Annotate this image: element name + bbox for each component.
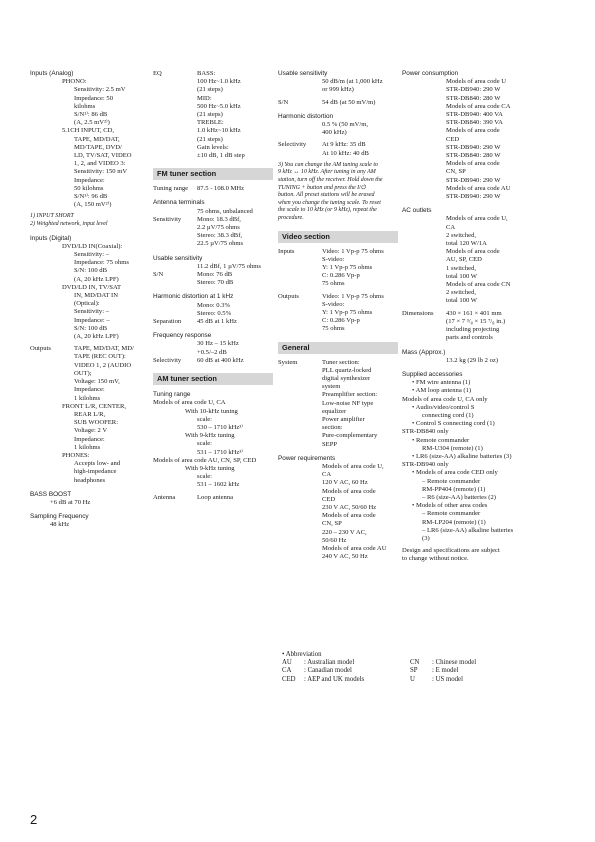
spec-value: Video: 1 Vp-p 75 ohms bbox=[322, 292, 384, 300]
abbreviation-item bbox=[410, 667, 580, 675]
spec-column-3 bbox=[278, 70, 398, 561]
spec-line: – LR6 (size-AA) alkaline batteries bbox=[422, 526, 514, 534]
spec-label: Selectivity bbox=[153, 356, 182, 364]
spec-line: Mono: 0.3% bbox=[197, 301, 230, 309]
spec-heading: Harmonic distortion bbox=[278, 112, 334, 120]
spec-line: 2 switched, bbox=[446, 231, 477, 239]
spec-label: Antenna bbox=[153, 493, 176, 501]
abbreviation-code: U bbox=[410, 675, 415, 683]
spec-line: Voltage: 150 mV, bbox=[74, 378, 120, 386]
spec-label: S/N bbox=[278, 98, 289, 106]
spec-line: With 9-kHz tuning bbox=[185, 464, 235, 472]
spec-label: Sensitivity bbox=[153, 215, 182, 223]
spec-line: Models of area code bbox=[322, 512, 376, 520]
spec-line: Low-noise NF type bbox=[322, 399, 374, 407]
spec-line: (A, 2.5 mV²⁾) bbox=[74, 119, 110, 127]
abbreviation-item bbox=[282, 667, 410, 675]
spec-line: STR-DB940: 290 W bbox=[446, 143, 501, 151]
spec-line: IN, MD/DAT IN bbox=[74, 292, 119, 300]
spec-line: STR-DB940: 290 W bbox=[446, 86, 501, 94]
spec-line: parts and controls bbox=[446, 334, 493, 342]
spec-line: CED bbox=[322, 495, 336, 503]
spec-line: 120 V AC, 60 Hz bbox=[322, 479, 368, 487]
spec-line: Sensitivity: 150 mV bbox=[74, 168, 128, 176]
spec-label: Outputs bbox=[278, 292, 299, 300]
spec-heading: AC outlets bbox=[402, 207, 432, 215]
spec-heading: Sampling Frequency bbox=[30, 513, 89, 521]
spec-line: total 100 W bbox=[446, 272, 478, 280]
spec-line: including projecting bbox=[446, 326, 500, 334]
spec-line: Pure-complementary bbox=[322, 432, 378, 440]
spec-line: 48 kHz bbox=[50, 521, 70, 529]
spec-line: CED bbox=[446, 135, 460, 143]
spec-line: Models of area code U, CA only bbox=[402, 395, 488, 403]
spec-column-1 bbox=[30, 70, 146, 530]
spec-line: STR-DB940: 290 W bbox=[446, 193, 501, 201]
spec-line: Stereo: 0.5% bbox=[197, 309, 232, 317]
spec-line: 2 switched, bbox=[446, 289, 477, 297]
spec-line: • FM wire antenna (1) bbox=[412, 379, 471, 387]
footnote-line: the scale to 10 kHz (or 9 kHz), repeat the bbox=[278, 207, 377, 214]
spec-line: (A, 20 kHz LPF) bbox=[74, 275, 119, 283]
page-number: 2 bbox=[30, 812, 38, 827]
spec-label: Separation bbox=[153, 318, 182, 326]
abbreviation-code: AU bbox=[282, 659, 292, 667]
spec-line: Models of area code U, bbox=[322, 463, 384, 471]
spec-line: 1.0 kHz~10 kHz bbox=[197, 127, 241, 135]
section-header: General bbox=[278, 342, 398, 354]
abbreviation-item bbox=[282, 676, 410, 684]
spec-line: kilohms bbox=[74, 102, 96, 110]
spec-heading: BASS BOOST bbox=[30, 490, 72, 498]
spec-line: Models of area code bbox=[446, 160, 500, 168]
spec-line: (17 × 7 ³/₈ × 15 ⁷/₈ in.) bbox=[446, 317, 506, 325]
abbreviation-desc: : Canadian model bbox=[304, 667, 352, 675]
spec-line: Models of area code AU bbox=[322, 545, 387, 553]
abbreviation-desc: : Australian model bbox=[304, 659, 355, 667]
spec-line: RM-U304 (remote) (1) bbox=[422, 444, 483, 452]
spec-line: scale: bbox=[197, 440, 213, 448]
spec-row bbox=[153, 494, 273, 502]
spec-row bbox=[278, 141, 398, 149]
spec-line: 531 – 1602 kHz bbox=[197, 481, 240, 489]
spec-line: Design and specifications are subject bbox=[402, 547, 500, 555]
abbreviation-list-right bbox=[410, 659, 580, 684]
spec-line: • Control S connecting cord (1) bbox=[412, 420, 495, 428]
spec-line: – Remote commander bbox=[422, 510, 481, 518]
spec-line: Stereo: 38.3 dBf, bbox=[197, 232, 243, 240]
footnote-line: procedure. bbox=[278, 214, 304, 221]
spec-line: Models of area code bbox=[322, 487, 376, 495]
spec-line: 13.2 kg (29 lb 2 oz) bbox=[446, 356, 499, 364]
spec-line: 530 – 1710 kHz³⁾ bbox=[197, 423, 243, 431]
abbreviation-item bbox=[282, 659, 410, 667]
abbreviation-title: • Abbreviation bbox=[282, 651, 322, 658]
spec-row bbox=[153, 70, 273, 78]
spec-line: scale: bbox=[197, 473, 213, 481]
spec-line: digital synthesizer bbox=[322, 375, 371, 383]
spec-line: CA bbox=[322, 471, 332, 479]
spec-line: Accepts low- and bbox=[74, 460, 121, 468]
spec-row bbox=[153, 185, 273, 193]
spec-line: high-impedance bbox=[74, 468, 117, 476]
spec-line: STR-DB840: 280 W bbox=[446, 152, 501, 160]
abbreviation-code: CN bbox=[410, 659, 420, 667]
spec-value: Tuner section: bbox=[322, 358, 360, 366]
spec-line: total 100 W bbox=[446, 297, 478, 305]
abbreviation-desc: : US model bbox=[432, 675, 463, 683]
spec-line: Sensitivity: 2.5 mV bbox=[74, 86, 126, 94]
spec-heading: Usable sensitivity bbox=[153, 254, 203, 262]
section-header: FM tuner section bbox=[153, 168, 273, 180]
abbreviation-code: SP bbox=[410, 667, 418, 675]
spec-line: 1 kilohms bbox=[74, 443, 101, 451]
spec-line: STR-DB840 only bbox=[402, 428, 449, 436]
spec-line: Impedance: bbox=[74, 386, 105, 394]
spec-line: 531 – 1710 kHz³⁾ bbox=[197, 448, 243, 456]
spec-line: Voltage: 2 V bbox=[74, 427, 108, 435]
spec-line: With 9-kHz tuning bbox=[185, 432, 235, 440]
spec-column-2 bbox=[153, 70, 273, 502]
spec-line: system bbox=[322, 383, 341, 391]
spec-line: 75 ohms bbox=[322, 325, 345, 333]
spec-value: BASS: bbox=[197, 70, 216, 77]
spec-line: total 120 W/1A bbox=[446, 240, 487, 248]
spec-line: 0.5 % (50 mV/m, bbox=[322, 121, 368, 129]
spec-line: +6 dB at 70 Hz bbox=[50, 498, 91, 506]
spec-line: 50 dB/m (at 1,000 kHz bbox=[322, 78, 383, 86]
spec-line: With 10-kHz tuning bbox=[185, 407, 238, 415]
spec-line: C: 0.286 Vp-p bbox=[322, 317, 360, 325]
spec-value: 45 dB at 1 kHz bbox=[197, 318, 237, 326]
spec-heading: Usable sensitivity bbox=[278, 70, 328, 77]
spec-line: equalizer bbox=[322, 407, 347, 415]
spec-line: Impedance: bbox=[74, 176, 105, 184]
spec-line: CN, SP bbox=[322, 520, 342, 528]
spec-line: 500 Hz~5.0 kHz bbox=[197, 102, 241, 110]
spec-line: 2.2 µV/75 ohms bbox=[197, 224, 240, 232]
footnote-line: 3) You can change the AM tuning scale to bbox=[278, 161, 378, 168]
spec-row bbox=[153, 216, 273, 224]
spec-label: Outputs bbox=[30, 345, 51, 353]
spec-heading: Tuning range bbox=[153, 391, 191, 399]
spec-line: Y: 1 Vp-p 75 ohms bbox=[322, 263, 373, 271]
spec-line: PHONO: bbox=[62, 78, 87, 86]
spec-line: RM-LP204 (remote) (1) bbox=[422, 518, 486, 526]
spec-line: (A, 150 mV²⁾) bbox=[74, 201, 112, 209]
spec-row bbox=[153, 318, 273, 326]
spec-label: S/N bbox=[153, 271, 164, 279]
spec-value: Mono: 18.3 dBf, bbox=[197, 215, 241, 223]
footnote-line: button. All preset stations will be erased bbox=[278, 192, 375, 199]
spec-heading: Inputs (Analog) bbox=[30, 70, 74, 77]
spec-line: PLL quartz-locked bbox=[322, 366, 372, 374]
spec-line: TREBLE: bbox=[197, 119, 224, 127]
spec-line: RM-PP404 (remote) (1) bbox=[422, 485, 486, 493]
spec-line: CA bbox=[446, 223, 456, 231]
spec-line: REAR L/R, bbox=[74, 410, 106, 418]
spec-line: Impedance: bbox=[74, 435, 105, 443]
abbreviation-list-left bbox=[282, 659, 410, 684]
spec-value: At 9 kHz: 35 dB bbox=[322, 141, 366, 149]
spec-line: – Remote commander bbox=[422, 477, 481, 485]
spec-line: S/N: 100 dB bbox=[74, 267, 107, 275]
abbreviation-item bbox=[410, 659, 580, 667]
spec-line: Models of area code U, CA bbox=[153, 399, 226, 407]
spec-line: OUT); bbox=[74, 369, 92, 377]
spec-line: Models of area code bbox=[446, 127, 500, 135]
spec-line: (3) bbox=[422, 534, 430, 542]
footnote-line: station, turn off the receiver. Hold down the bbox=[278, 177, 383, 184]
spec-line: STR-DB940: 290 W bbox=[446, 176, 501, 184]
spec-row bbox=[278, 359, 398, 367]
spec-line: STR-DB940 only bbox=[402, 461, 449, 469]
spec-line: 400 kHz) bbox=[322, 129, 347, 137]
spec-line: • LR6 (size-AA) alkaline batteries (3) bbox=[412, 452, 512, 460]
spec-value: Loop antenna bbox=[197, 493, 234, 501]
spec-line: or 999 kHz) bbox=[322, 86, 354, 94]
spec-line: Gain levels: bbox=[197, 143, 229, 151]
spec-line: DVD/LD IN(Coaxial): bbox=[62, 242, 123, 250]
spec-line: (Optical): bbox=[74, 300, 100, 308]
spec-row bbox=[278, 248, 398, 256]
spec-line: connecting cord (1) bbox=[422, 411, 474, 419]
spec-line: CN, SP bbox=[446, 168, 466, 176]
spec-heading: Harmonic distortion at 1 kHz bbox=[153, 293, 234, 301]
spec-line: 30 Hz – 15 kHz bbox=[197, 340, 239, 348]
abbreviation-block bbox=[282, 651, 582, 684]
spec-value: Mono: 76 dB bbox=[197, 271, 233, 279]
spec-line: • Models of area code CED only bbox=[412, 469, 498, 477]
spec-line: Models of area code CA bbox=[446, 102, 511, 110]
spec-line: Impedance: 50 bbox=[74, 94, 113, 102]
spec-line: headphones bbox=[74, 476, 106, 484]
abbreviation-desc: : Chinese model bbox=[432, 659, 477, 667]
spec-line: SUB WOOFER: bbox=[74, 419, 119, 427]
footnote-line: 9 kHz ↔ 10 kHz. After tuning in any AM bbox=[278, 169, 376, 176]
spec-line: 22.5 µV/75 ohms bbox=[197, 240, 244, 248]
spec-label: Inputs bbox=[278, 247, 295, 255]
spec-line: 100 Hz~1.0 kHz bbox=[197, 78, 241, 86]
spec-column-4 bbox=[402, 70, 570, 564]
spec-value: 60 dB at 400 kHz bbox=[197, 356, 244, 364]
abbreviation-code: CA bbox=[282, 667, 292, 675]
section-header: AM tuner section bbox=[153, 373, 273, 385]
spec-line: Impedance: 75 ohms bbox=[74, 259, 129, 267]
spec-line: (21 steps) bbox=[197, 135, 223, 143]
spec-line: LD, TV/SAT, VIDEO bbox=[74, 152, 132, 160]
spec-value: TAPE, MD/DAT, MD/ bbox=[74, 345, 134, 353]
spec-line: S-video: bbox=[322, 255, 345, 263]
spec-line: Stereo: 70 dB bbox=[197, 279, 234, 287]
spec-line: PHONES: bbox=[62, 451, 90, 459]
footnote-line: 1) INPUT SHORT bbox=[30, 213, 74, 220]
spec-line: Y: 1 Vp-p 75 ohms bbox=[322, 309, 373, 316]
spec-line: Impedance: – bbox=[74, 316, 110, 324]
spec-line: 240 V AC, 50 Hz bbox=[322, 553, 368, 561]
footnote-line: when you change the tuning scale. To reset bbox=[278, 199, 381, 206]
spec-value: 87.5 - 108.0 MHz bbox=[197, 185, 245, 193]
spec-line: TAPE, MD/DAT, bbox=[74, 135, 120, 143]
spec-line: STR-DB840: 390 VA bbox=[446, 119, 503, 127]
spec-heading: Power consumption bbox=[402, 70, 459, 77]
footnote-line: TUNING + button and press the I/⏻ bbox=[278, 184, 366, 191]
spec-line: (21 steps) bbox=[197, 111, 223, 119]
spec-row bbox=[278, 99, 398, 107]
spec-line: C: 0.286 Vp-p bbox=[322, 272, 360, 280]
abbreviation-item bbox=[410, 676, 580, 684]
spec-heading: Inputs (Digital) bbox=[30, 234, 72, 242]
spec-line: FRONT L/R, CENTER, bbox=[62, 402, 126, 410]
spec-value: Video: 1 Vp-p 75 ohms bbox=[322, 247, 384, 255]
spec-line: Sensitivity: – bbox=[74, 308, 109, 316]
spec-line: STR-DB940: 400 VA bbox=[446, 111, 503, 119]
spec-row bbox=[153, 271, 273, 279]
spec-line: 50 kilohms bbox=[74, 184, 104, 192]
spec-line: scale: bbox=[197, 415, 213, 423]
spec-line: Models of area code U, bbox=[446, 215, 508, 223]
spec-line: MD/TAPE, DVD/ bbox=[74, 143, 122, 151]
spec-heading: Power requirements bbox=[278, 454, 336, 462]
footnote-line: 2) Weighted network, input level bbox=[30, 221, 108, 228]
spec-value: 430 × 161 × 401 mm bbox=[446, 309, 502, 317]
spec-line: Models of area code bbox=[446, 248, 500, 256]
spec-line: Sensitivity: – bbox=[74, 251, 109, 259]
abbreviation-desc: : AEP and UK models bbox=[304, 675, 365, 683]
abbreviation-code: CED bbox=[282, 675, 296, 683]
spec-line: 220 – 230 V AC, bbox=[322, 528, 367, 536]
spec-line: • Audio/video/control S bbox=[412, 403, 475, 411]
spec-line: (21 steps) bbox=[197, 86, 223, 94]
spec-line: 75 ohms, unbalanced bbox=[197, 207, 253, 215]
spec-line: Models of area code AU, CN, SP, CED bbox=[153, 456, 257, 464]
spec-heading: Mass (Approx.) bbox=[402, 348, 446, 356]
spec-line: STR-DB840: 280 W bbox=[446, 94, 501, 102]
spec-heading: Antenna terminals bbox=[153, 199, 205, 207]
spec-line: ±10 dB, 1 dB step bbox=[197, 152, 245, 160]
spec-line: (A, 20 kHz LPF) bbox=[74, 333, 119, 341]
spec-line: Models of area code AU bbox=[446, 184, 511, 192]
spec-label: Dimensions bbox=[402, 309, 434, 317]
spec-label: System bbox=[278, 358, 298, 366]
spec-row bbox=[402, 310, 570, 318]
spec-line: S/N: 100 dB bbox=[74, 324, 107, 332]
spec-line: SEPP bbox=[322, 440, 338, 448]
spec-line: 11.2 dBf, 1 µV/75 ohms bbox=[197, 262, 261, 270]
spec-label: Tuning range bbox=[153, 185, 189, 193]
spec-line: • Models of other area codes bbox=[412, 502, 488, 510]
spec-line: • AM loop antenna (1) bbox=[412, 387, 472, 395]
spec-line: 1 switched, bbox=[446, 264, 477, 272]
spec-line: DVD/LD IN, TV/SAT bbox=[62, 283, 122, 291]
spec-line: Preamplifier section: bbox=[322, 391, 378, 399]
spec-line: – R6 (size-AA) batteries (2) bbox=[422, 493, 496, 501]
spec-line: Models of area code U bbox=[446, 78, 507, 86]
spec-line: S/N¹⁾: 96 dB bbox=[74, 193, 108, 201]
spec-line: S/N¹⁾: 86 dB bbox=[74, 111, 108, 119]
spec-line: +0.5/–2 dB bbox=[197, 348, 227, 356]
spec-line: to change without notice. bbox=[402, 555, 469, 563]
spec-line: VIDEO 1, 2 (AUDIO bbox=[74, 361, 132, 369]
spec-line: 1 kilohms bbox=[74, 394, 101, 402]
spec-row bbox=[30, 345, 146, 353]
spec-heading: Frequency response bbox=[153, 332, 212, 340]
spec-row bbox=[153, 357, 273, 365]
spec-line: 75 ohms bbox=[322, 280, 345, 288]
spec-heading: Supplied accessories bbox=[402, 370, 463, 378]
section-header: Video section bbox=[278, 231, 398, 243]
spec-line: 1, 2, and VIDEO 3: bbox=[74, 160, 126, 168]
spec-line: Power amplifier bbox=[322, 416, 365, 424]
spec-label: Selectivity bbox=[278, 141, 307, 149]
spec-line: 230 V AC, 50/60 Hz bbox=[322, 504, 377, 512]
spec-line: section: bbox=[322, 424, 343, 432]
spec-line: AU, SP, CED bbox=[446, 256, 482, 264]
spec-value: 54 dB (at 50 mV/m) bbox=[322, 98, 376, 106]
spec-line: 50/60 Hz bbox=[322, 536, 347, 544]
spec-line: • Remote commander bbox=[412, 436, 470, 444]
spec-line: MID: bbox=[197, 94, 212, 102]
spec-line: TAPE (REC OUT): bbox=[74, 353, 126, 361]
abbreviation-desc: : E model bbox=[432, 667, 459, 675]
spec-label: EQ bbox=[153, 70, 162, 77]
spec-line: S-video: bbox=[322, 300, 345, 308]
spec-line: Models of area code CN bbox=[446, 281, 511, 289]
spec-line: At 10 kHz: 40 dB bbox=[322, 149, 369, 157]
spec-line: 5.1CH INPUT, CD, bbox=[62, 127, 115, 135]
spec-row bbox=[278, 293, 398, 301]
